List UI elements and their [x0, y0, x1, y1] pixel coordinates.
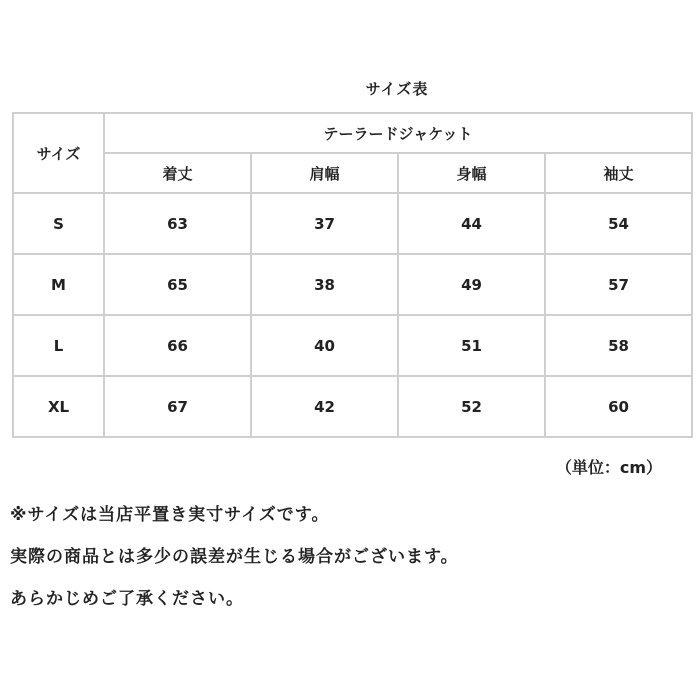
- size-table: [12, 112, 693, 438]
- column-header-chest: 身幅: [398, 153, 545, 193]
- table-cell: 49: [398, 254, 545, 315]
- variance-note: 実際の商品とは多少の誤差が生じる場合がございます。: [10, 547, 459, 567]
- table-row: [13, 254, 692, 315]
- table-header-row: [13, 113, 692, 153]
- acknowledgement-note: あらかじめご了承ください。: [10, 589, 244, 609]
- size-label: XL: [13, 376, 104, 437]
- table-row: [13, 376, 692, 437]
- unit-note: （単位：cm）: [555, 458, 662, 477]
- table-cell: 52: [398, 376, 545, 437]
- column-header-sleeve: 袖丈: [545, 153, 692, 193]
- size-chart-title: サイズ表: [365, 80, 429, 98]
- product-group-header: テーラードジャケット: [104, 113, 692, 153]
- size-note: ※サイズは当店平置き実寸サイズです。: [10, 505, 330, 525]
- table-cell: 57: [545, 254, 692, 315]
- size-column-header: サイズ: [13, 113, 104, 193]
- table-cell: 42: [251, 376, 398, 437]
- table-row: [13, 315, 692, 376]
- table-cell: 40: [251, 315, 398, 376]
- measurement-header-row: [13, 153, 692, 193]
- table-cell: 65: [104, 254, 251, 315]
- table-cell: 67: [104, 376, 251, 437]
- table-cell: 54: [545, 193, 692, 254]
- size-label: L: [13, 315, 104, 376]
- table-cell: 51: [398, 315, 545, 376]
- column-header-length: 着丈: [104, 153, 251, 193]
- column-header-shoulder: 肩幅: [251, 153, 398, 193]
- table-cell: 58: [545, 315, 692, 376]
- table-cell: 44: [398, 193, 545, 254]
- table-cell: 38: [251, 254, 398, 315]
- table-cell: 60: [545, 376, 692, 437]
- table-cell: 63: [104, 193, 251, 254]
- table-cell: 66: [104, 315, 251, 376]
- table-row: [13, 193, 692, 254]
- table-cell: 37: [251, 193, 398, 254]
- size-label: S: [13, 193, 104, 254]
- size-label: M: [13, 254, 104, 315]
